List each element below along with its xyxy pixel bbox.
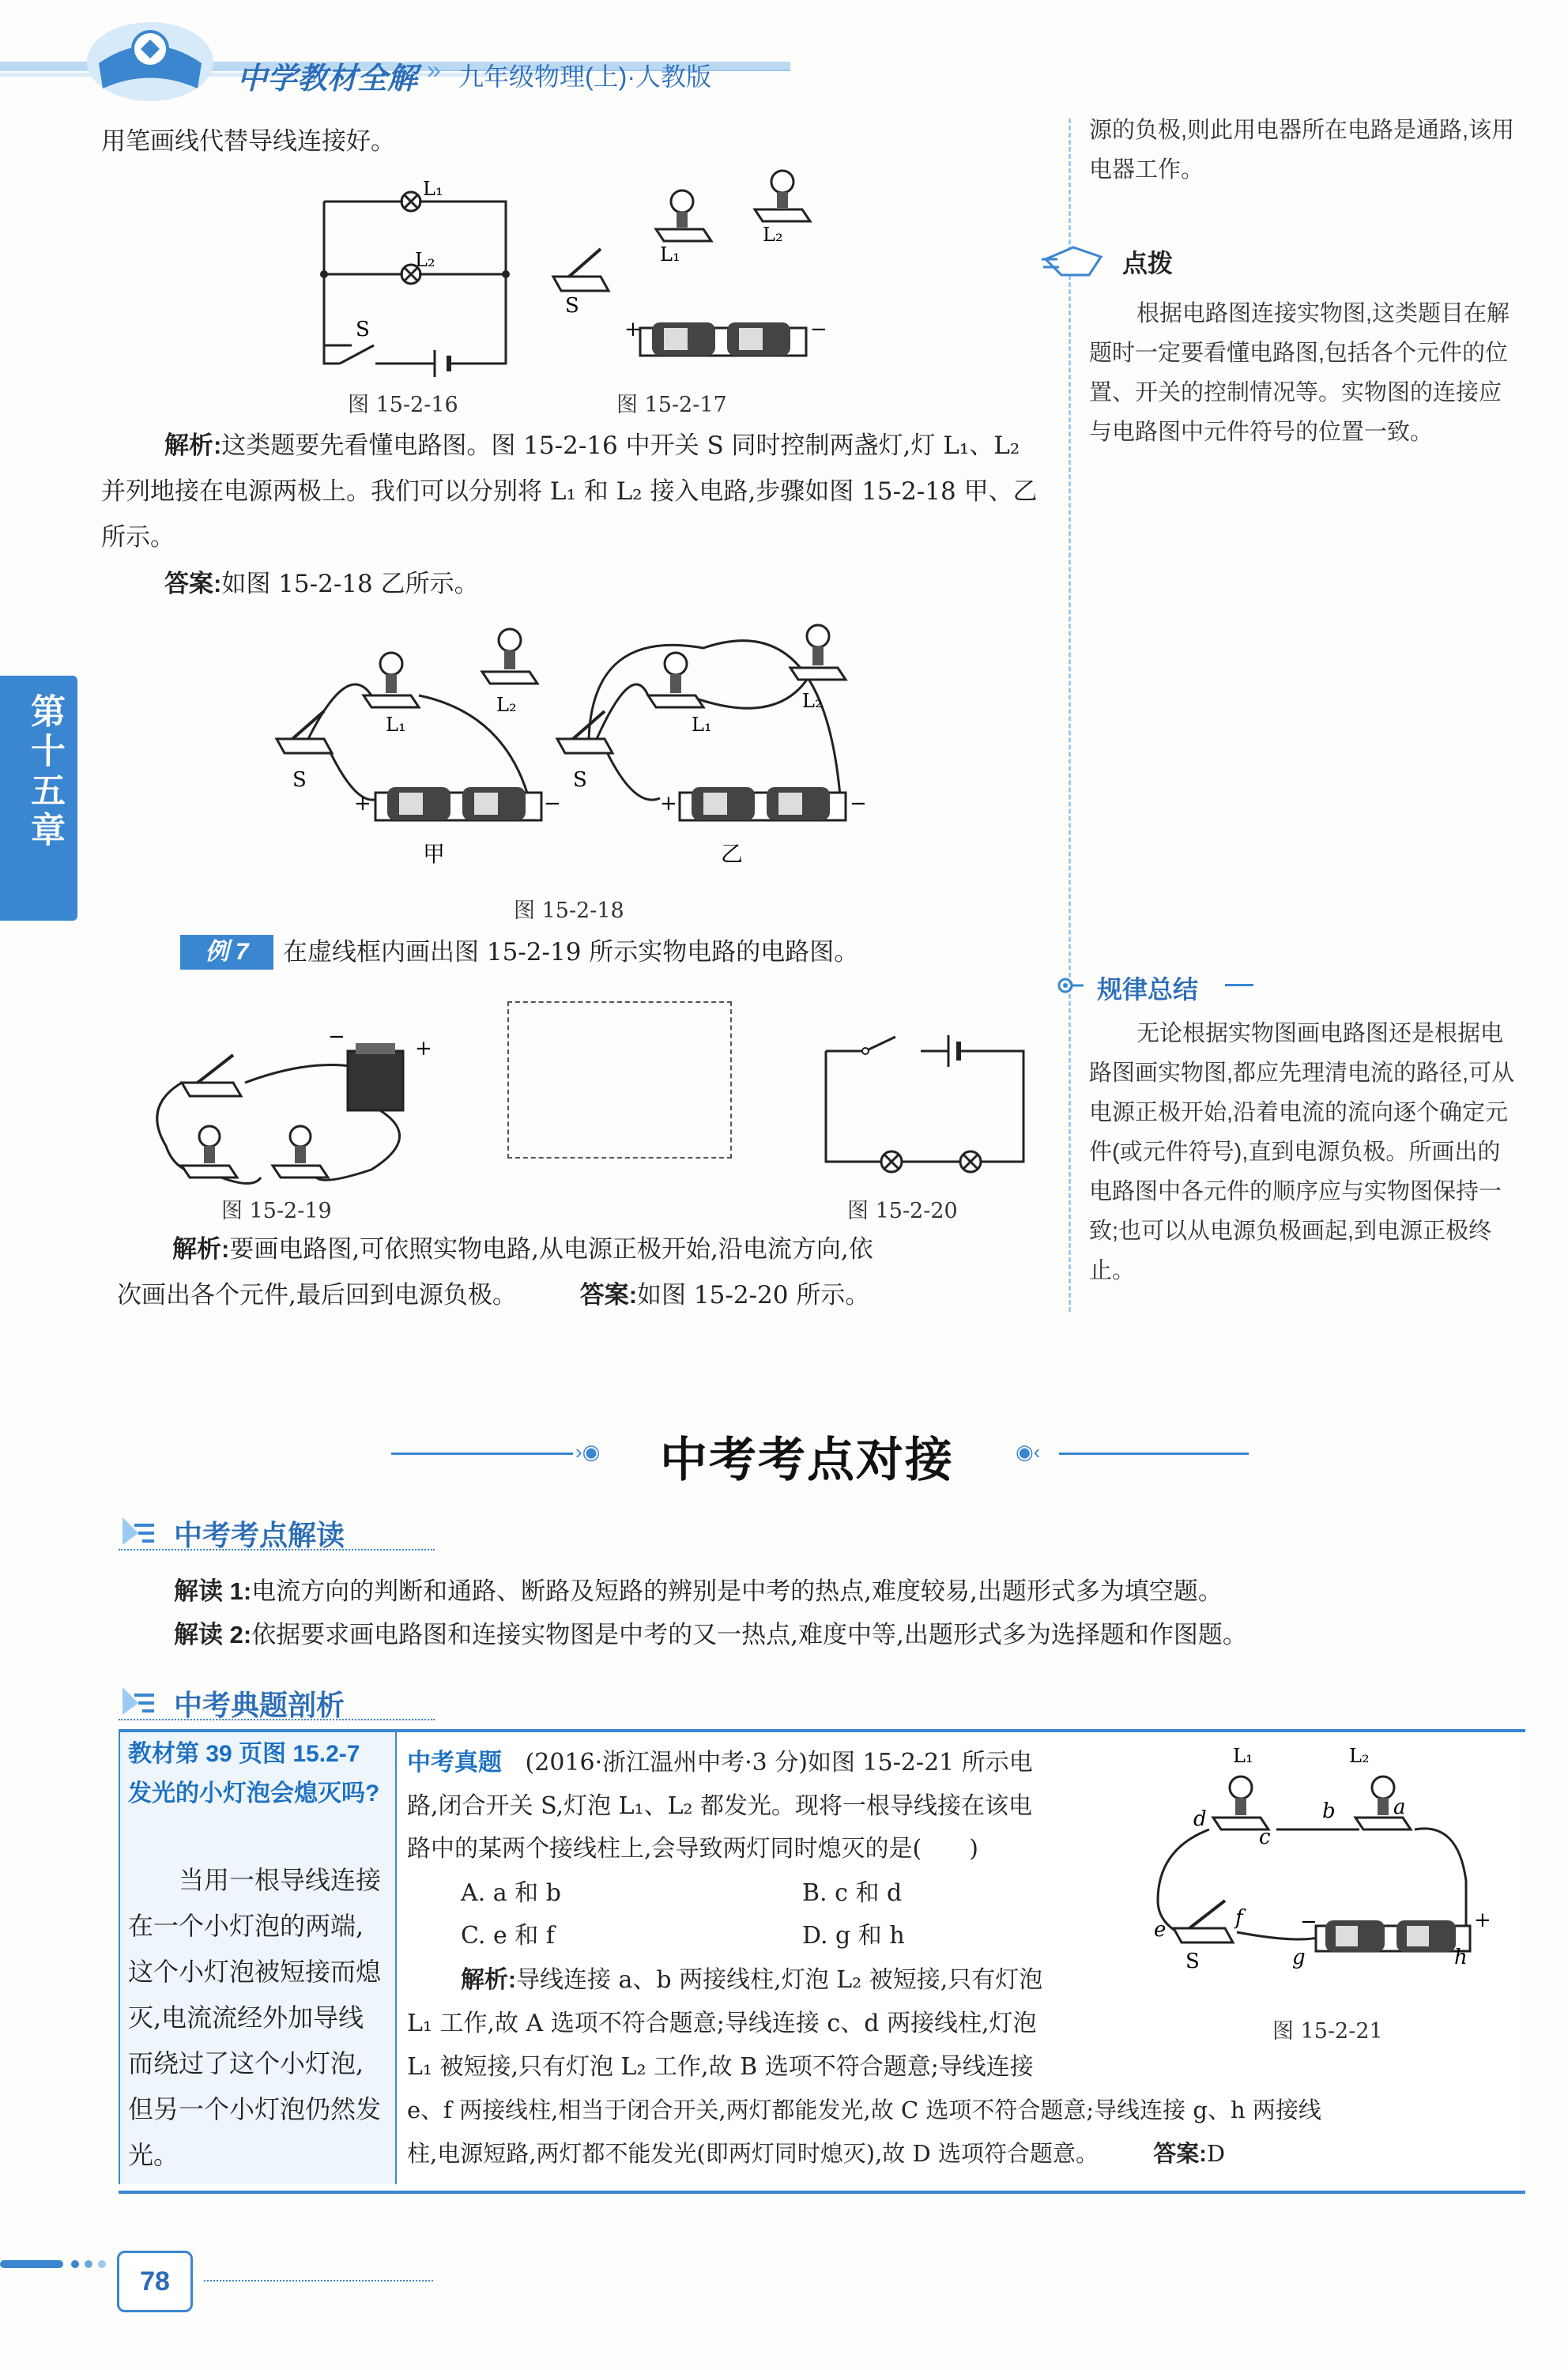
analysis-1-label: 解析: xyxy=(164,431,222,459)
answer-dashed-box[interactable] xyxy=(507,1001,732,1159)
bulb-icon xyxy=(656,190,711,241)
figure-15-2-19 xyxy=(134,1019,474,1201)
subheading-1-icon xyxy=(119,1513,158,1552)
page-number: 78 xyxy=(140,2266,170,2297)
rule-icon xyxy=(1054,974,1085,1000)
option-a[interactable]: A. a 和 b xyxy=(461,1879,561,1907)
bulb-icon xyxy=(482,629,537,684)
exam-analysis-line3: L₁ 被短接,只有灯泡 L₂ 工作,故 B 选项不符合题意;导线连接 xyxy=(407,2053,1034,2081)
terminal-g: g xyxy=(1292,1946,1306,1969)
exam-analysis-5: 柱,电源短路,两灯都不能发光(即两灯同时熄灭),故 D 选项符合题意。 xyxy=(407,2140,1099,2167)
example-7-text: 在虚线框内画出图 15-2-19 所示实物电路的电路图。 xyxy=(283,938,859,966)
bulb-icon xyxy=(755,171,810,221)
battery-icon xyxy=(1316,1920,1470,1952)
exam-analysis-line5 xyxy=(407,2132,1225,2176)
label-minus: − xyxy=(810,318,827,341)
figure-15-2-17 xyxy=(545,166,830,379)
exam-answer: D xyxy=(1206,2140,1226,2167)
label-s: S xyxy=(1185,1950,1200,1973)
intro-text: 用笔画线代替导线连接好。 xyxy=(101,127,395,156)
read-2-text: 依据要求画电路图和连接实物图是中考的又一热点,难度中等,出题形式多为选择题和作图题。 xyxy=(251,1621,1247,1649)
figure-15-2-18 xyxy=(261,612,893,873)
exam-left-title: 教材第 39 页图 15.2-7 发光的小灯泡会熄灭吗? xyxy=(128,1741,380,1807)
switch-icon xyxy=(553,249,609,291)
figure-15-2-18-caption: 图 15-2-18 xyxy=(514,899,624,923)
analysis-2-text-2: 次画出各个元件,最后回到电源负极。 xyxy=(117,1281,517,1309)
switch-icon xyxy=(1174,1901,1233,1942)
label-l2: L₂ xyxy=(763,224,783,246)
exam-analysis-line4: e、f 两接线柱,相当于闭合开关,两灯都能发光,故 C 选项不符合题意;导线连接 g、h 两接线 xyxy=(407,2097,1321,2123)
figure-15-2-20 xyxy=(810,1019,1039,1177)
label-l1: L₁ xyxy=(660,243,680,266)
figure-15-2-20-caption: 图 15-2-20 xyxy=(847,1199,958,1223)
option-c[interactable]: C. e 和 f xyxy=(461,1922,555,1950)
exam-left-text: 当用一根导线连接在一个小灯泡的两端,这个小灯泡被短接而熄灭,电流流经外加导线而绕过了这个小灯泡,但另一个小灯泡仍然发光。 xyxy=(128,1865,382,2170)
exam-analysis-1: 导线连接 a、b 两接线柱,灯泡 L₂ 被短接,只有灯泡 xyxy=(516,1966,1043,1994)
label-minus: − xyxy=(850,792,867,816)
rule-text: 无论根据实物图画电路图还是根据电路图画实物图,都应先理清电流的路径,可从电源正极开始,沿着电流的流向逐个确定元件(或元件符号),直到电源负极。所画出的电路图中各元件的顺序应与实物图保持一致;也可以从电源负极画起,到电源正极终止。 xyxy=(1089,1021,1515,1283)
label-l2: L₂ xyxy=(496,694,517,716)
battery-icon xyxy=(348,1043,403,1110)
label-plus: + xyxy=(624,318,642,341)
analysis-2-line2 xyxy=(117,1272,869,1318)
exam-tag: 中考真题 xyxy=(407,1750,502,1776)
label-l1: L₁ xyxy=(423,178,443,200)
analysis-2-label: 解析: xyxy=(172,1235,230,1263)
analysis-1 xyxy=(101,423,1038,560)
option-d[interactable]: D. g 和 h xyxy=(802,1922,905,1950)
figure-15-2-17-caption: 图 15-2-17 xyxy=(616,393,727,417)
label-l2: L₂ xyxy=(1349,1745,1370,1767)
terminal-f: f xyxy=(1235,1906,1243,1930)
label-minus: − xyxy=(1300,1910,1317,1934)
label-plus: + xyxy=(660,792,677,816)
sidebar-top-text: 源的负极,则此用电器所在电路是通路,该用电器工作。 xyxy=(1089,118,1515,183)
label-l2: L₂ xyxy=(415,249,435,271)
terminal-d: d xyxy=(1193,1807,1207,1831)
subheading-1: 中考考点解读 xyxy=(174,1519,345,1551)
battery-icon xyxy=(640,322,806,356)
label-l2: L₂ xyxy=(802,690,823,712)
terminal-a: a xyxy=(1393,1795,1406,1819)
exam-question-line1 xyxy=(407,1741,1033,1784)
read-2-label: 解读 2: xyxy=(174,1621,252,1648)
answer-1-text: 如图 15-2-18 乙所示。 xyxy=(221,570,479,598)
tip-icon xyxy=(1042,239,1121,286)
exam-analysis-label: 解析: xyxy=(461,1967,516,1993)
bulb-icon xyxy=(182,1126,237,1177)
subheading-1-underline xyxy=(119,1549,435,1550)
terminal-h: h xyxy=(1454,1946,1468,1969)
page-number-box xyxy=(117,2251,193,2312)
switch-icon xyxy=(277,711,332,753)
subheading-2-icon xyxy=(119,1683,158,1722)
chapter-tab xyxy=(0,676,77,921)
sidebar-divider xyxy=(1069,119,1071,1312)
analysis-2-text: 要画电路图,可依照实物电路,从电源正极开始,沿电流方向,依 xyxy=(229,1235,873,1264)
answer-1-label: 答案: xyxy=(164,570,222,597)
analysis-2-line1 xyxy=(172,1226,873,1272)
exam-answer-label: 答案: xyxy=(1153,2142,1207,2167)
footer-dots xyxy=(0,2256,119,2275)
battery-icon xyxy=(680,787,846,820)
read-1 xyxy=(174,1569,1223,1615)
book-logo-icon xyxy=(87,22,213,101)
rule-title: 规律总结 xyxy=(1097,975,1199,1004)
analysis-1-text: 这类题要先看懂电路图。图 15-2-16 中开关 S 同时控制两盏灯,灯 L₁、L₂ 并列地接在电源两极上。我们可以分别将 L₁ 和 L₂ 接入电路,步骤如图 15-2-18 甲、乙所示。 xyxy=(101,431,1038,552)
label-s: S xyxy=(356,318,370,341)
answer-1 xyxy=(164,561,479,607)
section-line-left xyxy=(391,1453,573,1455)
figure-15-2-16-caption: 图 15-2-16 xyxy=(348,393,458,417)
switch-icon xyxy=(557,711,612,753)
fig18-sub-b: 乙 xyxy=(721,841,744,867)
subheading-2: 中考典题剖析 xyxy=(174,1689,345,1721)
bulb-icon xyxy=(364,653,419,707)
answer-2-text: 如图 15-2-20 所示。 xyxy=(637,1281,870,1309)
label-s: S xyxy=(565,294,579,318)
figure-15-2-16 xyxy=(312,178,526,383)
bulb-icon xyxy=(1213,1777,1268,1829)
exam-question-line2: 路,闭合开关 S,灯泡 L₁、L₂ 都发光。现将一根导线接在该电 xyxy=(407,1792,1033,1820)
header xyxy=(0,0,1568,111)
exam-question-line3: 路中的某两个接线柱上,会导致两灯同时熄灭的是( ) xyxy=(407,1835,978,1863)
header-book-title: 中学教材全解 xyxy=(237,62,418,96)
bulb-icon xyxy=(273,1126,328,1177)
read-1-text: 电流方向的判断和通路、断路及短路的辨别是中考的热点,难度较易,出题形式多为填空题。 xyxy=(251,1577,1223,1606)
label-l1: L₁ xyxy=(1233,1745,1253,1767)
chapter-tab-label: 第十五章 xyxy=(24,693,65,851)
answer-2-label: 答案: xyxy=(579,1281,638,1309)
rule-title-underline xyxy=(1225,984,1253,986)
battery-icon xyxy=(375,787,541,820)
fig18-sub-a: 甲 xyxy=(423,841,446,867)
subheading-2-underline xyxy=(119,1719,435,1720)
terminal-e: e xyxy=(1154,1918,1167,1942)
figure-15-2-21 xyxy=(1142,1739,1506,1976)
section-arrow-left-icon: ◉‹ xyxy=(1016,1440,1041,1464)
label-s: S xyxy=(292,768,307,792)
section-arrow-right-icon: ›◉ xyxy=(575,1440,601,1464)
option-b[interactable]: B. c 和 d xyxy=(802,1879,903,1907)
figure-15-2-19-caption: 图 15-2-19 xyxy=(221,1199,332,1223)
section-title: 中考考点对接 xyxy=(660,1433,954,1488)
label-plus: + xyxy=(354,792,371,816)
label-minus: − xyxy=(544,792,561,816)
header-subtitle: 九年级物理(上)·人教版 xyxy=(458,62,711,91)
bulb-icon xyxy=(648,653,703,707)
label-minus: − xyxy=(328,1025,345,1049)
exam-analysis-line2: L₁ 工作,故 A 选项不符合题意;导线连接 c、d 两接线柱,灯泡 xyxy=(407,2010,1037,2037)
exam-question-1: (2016·浙江温州中考·3 分)如图 15-2-21 所示电 xyxy=(525,1749,1033,1777)
label-s: S xyxy=(573,768,587,792)
example-7-badge: 例 7 xyxy=(180,935,273,970)
label-l1: L₁ xyxy=(386,714,406,736)
switch-icon xyxy=(182,1055,241,1096)
read-1-label: 解读 1: xyxy=(174,1577,252,1605)
label-plus: + xyxy=(1474,1908,1491,1932)
bulb-icon xyxy=(790,625,846,680)
exam-analysis-line1 xyxy=(461,1958,1042,2002)
tip-text: 根据电路图连接实物图,这类题目在解题时一定要看懂电路图,包括各个元件的位置、开关的控制情况等。实物图的连接应与电路图中元件符号的位置一致。 xyxy=(1089,301,1510,445)
section-line-right xyxy=(1059,1453,1249,1455)
terminal-b: b xyxy=(1322,1799,1336,1823)
header-arrow-icon: » xyxy=(427,55,441,84)
label-plus: + xyxy=(415,1037,432,1061)
terminal-c: c xyxy=(1259,1826,1271,1849)
tip-title: 点拨 xyxy=(1122,249,1174,277)
figure-15-2-21-caption: 图 15-2-21 xyxy=(1272,2019,1383,2044)
footer-line xyxy=(204,2280,433,2281)
read-2 xyxy=(174,1612,1247,1658)
label-l1: L₁ xyxy=(692,714,712,736)
